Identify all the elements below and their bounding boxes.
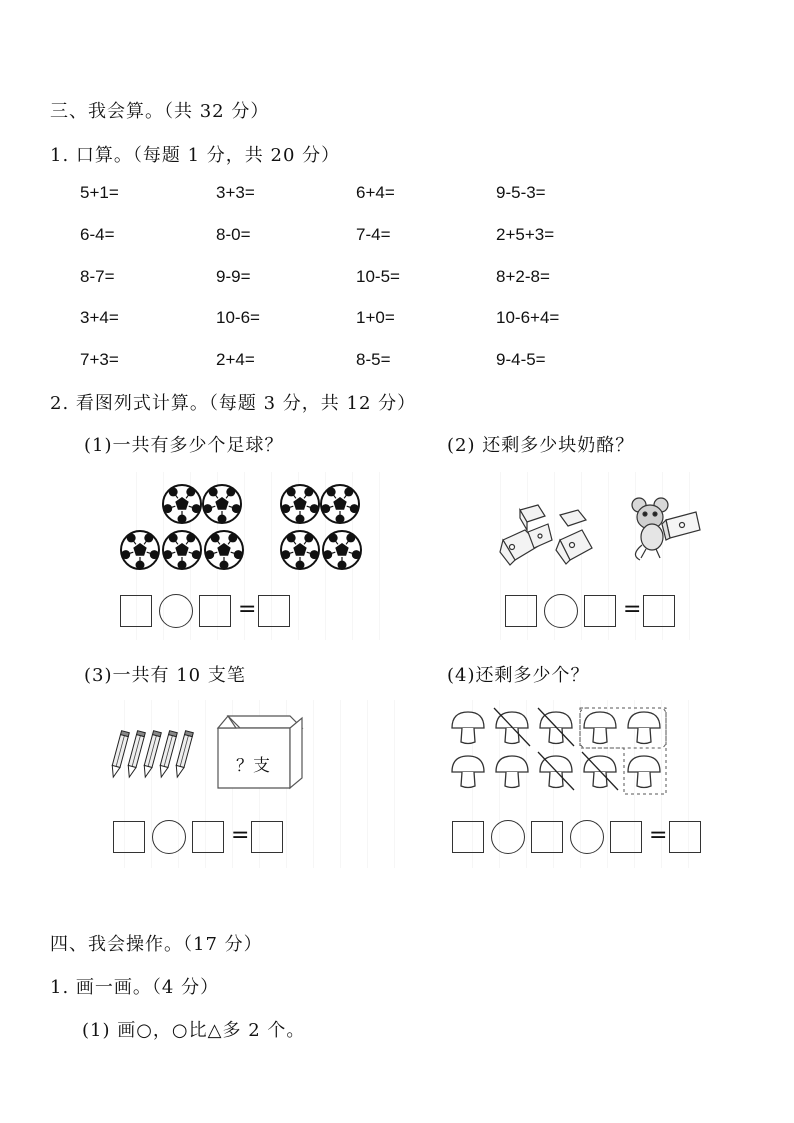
question-2-title: 2. 看图列式计算。（每题 3 分，共 12 分）	[50, 393, 417, 414]
answer-square-box[interactable]	[584, 595, 616, 627]
answer-square-box[interactable]	[120, 595, 152, 627]
operator-circle[interactable]	[152, 820, 186, 854]
problem-4-title: (4)还剩多少个？	[447, 665, 590, 686]
section-3-title: 三、我会算。（共 32 分）	[50, 101, 270, 122]
arithmetic-item: 6+4=	[356, 183, 395, 202]
mushroom-icon	[452, 712, 484, 744]
mushroom-icon	[628, 712, 660, 744]
mushroom-icon	[452, 756, 484, 788]
answer-square-box[interactable]	[452, 821, 484, 853]
operator-circle[interactable]	[491, 820, 525, 854]
section-4-question-1-title: 1. 画一画。（4 分）	[50, 977, 220, 998]
operator-circle[interactable]	[159, 594, 193, 628]
arithmetic-item: 8-5=	[356, 350, 391, 369]
arithmetic-item: 10-6+4=	[496, 308, 560, 327]
equals-sign: =	[649, 823, 668, 848]
mushroom-icon	[584, 712, 616, 744]
answer-square-box[interactable]	[199, 595, 231, 627]
answer-square-box[interactable]	[113, 821, 145, 853]
section-4-title: 四、我会操作。（17 分）	[50, 934, 263, 955]
answer-square-box[interactable]	[643, 595, 675, 627]
arithmetic-item: 3+4=	[80, 308, 119, 327]
arithmetic-item: 8+2-8=	[496, 267, 550, 286]
answer-square-box[interactable]	[192, 821, 224, 853]
arithmetic-item: 2+4=	[216, 350, 255, 369]
mushroom-icon	[496, 756, 528, 788]
answer-square-box[interactable]	[251, 821, 283, 853]
problem-1-title: (1)一共有多少个足球？	[84, 435, 284, 456]
equals-sign: =	[231, 823, 250, 848]
answer-square-box[interactable]	[258, 595, 290, 627]
arithmetic-item: 7+3=	[80, 350, 119, 369]
arithmetic-item: 10-5=	[356, 267, 400, 286]
mushroom-icon	[582, 752, 618, 790]
arithmetic-item: 9-5-3=	[496, 183, 546, 202]
arithmetic-item: 6-4=	[80, 225, 115, 244]
arithmetic-item: 5+1=	[80, 183, 119, 202]
answer-square-box[interactable]	[669, 821, 701, 853]
arithmetic-item: 8-0=	[216, 225, 251, 244]
arithmetic-item: 9-9=	[216, 267, 251, 286]
question-1-title: 1. 口算。（每题 1 分，共 20 分）	[50, 145, 341, 166]
equals-sign: =	[238, 597, 257, 622]
problem-3-title: (3)一共有 10 支笔	[84, 665, 246, 686]
equals-sign: =	[623, 597, 642, 622]
mushroom-icon	[538, 752, 574, 790]
mushroom-icon	[494, 708, 530, 746]
arithmetic-item: 2+5+3=	[496, 225, 555, 244]
operator-circle[interactable]	[544, 594, 578, 628]
answer-square-box[interactable]	[610, 821, 642, 853]
mushroom-icon	[538, 708, 574, 746]
arithmetic-item: 10-6=	[216, 308, 260, 327]
answer-square-box[interactable]	[505, 595, 537, 627]
answer-square-box[interactable]	[531, 821, 563, 853]
arithmetic-item: 8-7=	[80, 267, 115, 286]
operator-circle[interactable]	[570, 820, 604, 854]
problem-2-title: (2) 还剩多少块奶酪？	[447, 435, 635, 456]
section-4-problem-1: (1) 画○，○比△多 2 个。	[82, 1020, 306, 1041]
box-label: ？支	[236, 756, 270, 776]
arithmetic-item: 9-4-5=	[496, 350, 546, 369]
arithmetic-item: 3+3=	[216, 183, 255, 202]
arithmetic-item: 1+0=	[356, 308, 395, 327]
arithmetic-item: 7-4=	[356, 225, 391, 244]
mushroom-icon	[628, 756, 660, 788]
